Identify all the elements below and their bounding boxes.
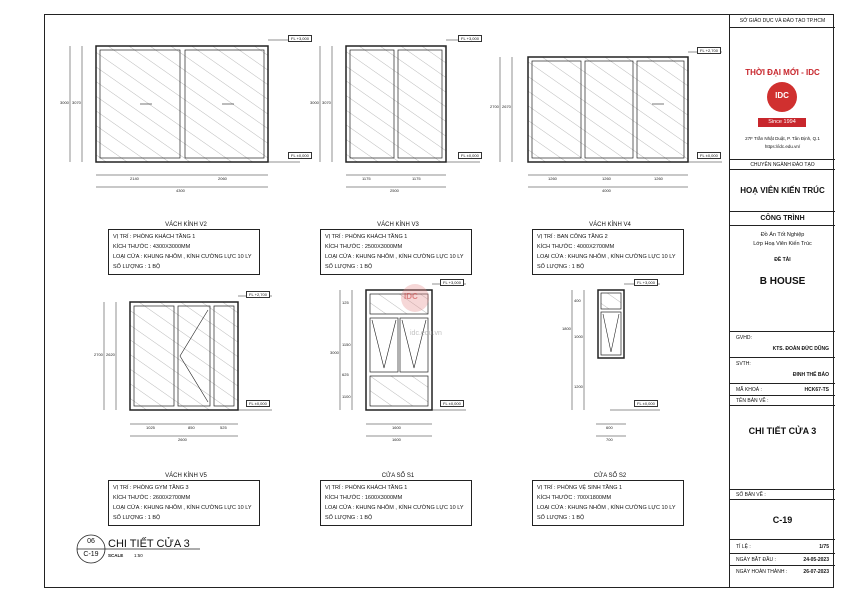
tb-course-label: MÃ KHOÁ : xyxy=(736,387,762,393)
note-qty: SỐ LƯỢNG : 1 BỘ xyxy=(325,264,373,270)
dimension-label: 700 xyxy=(606,437,613,442)
elevation-v2 xyxy=(70,40,300,187)
tb-drawing-name-label-row xyxy=(730,396,835,406)
dimension-label: 1260 xyxy=(654,176,663,181)
sheet-code: C-19 xyxy=(83,551,99,558)
note-location: VỊ TRÍ : PHÒNG KHÁCH TẦNG 1 xyxy=(325,485,408,491)
item-notes xyxy=(108,229,260,275)
dimension-label: 2600 xyxy=(178,437,187,442)
tb-department: SỞ GIÁO DỤC VÀ ĐÀO TẠO TP.HCM xyxy=(730,14,835,28)
item-notes xyxy=(108,480,260,526)
item-notes xyxy=(320,480,472,526)
note-size: KÍCH THƯỚC : 4300X3000MM xyxy=(113,244,191,250)
sheet-title: CHI TIẾT CỬA 3 xyxy=(108,538,190,550)
dimension-label: 4000 xyxy=(602,188,611,193)
note-type: LOẠI CỬA : KHUNG NHÔM , KÍNH CƯỜNG LỰC 10 LY xyxy=(325,505,464,511)
level-tag: FL +3,000 xyxy=(288,35,312,42)
level-tag: FL +2,700 xyxy=(246,291,270,298)
scale-label: SCALE xyxy=(108,553,124,558)
dimension-label: 1175 xyxy=(412,176,421,181)
tb-gvhd-value: KTS. ĐOÀN ĐỨC DŨNG xyxy=(772,346,829,352)
tb-start-label: NGÀY BẮT ĐẦU : xyxy=(736,557,776,563)
level-tag: FL +2,700 xyxy=(697,47,721,54)
dimension-label: 3000 xyxy=(330,350,339,355)
level-tag: FL +3,000 xyxy=(634,279,658,286)
dimension-label: 1260 xyxy=(602,176,611,181)
dimension-label: 2500 xyxy=(390,188,399,193)
item-title: VÁCH KÍNH V2 xyxy=(165,222,207,228)
dimension-label: 850 xyxy=(188,425,195,430)
note-location: VỊ TRÍ : PHÒNG KHÁCH TẦNG 1 xyxy=(113,234,196,240)
note-size: KÍCH THƯỚC : 2500X3000MM xyxy=(325,244,403,250)
tb-scale-label: TỈ LỆ : xyxy=(736,544,751,550)
dimension-label: 625 xyxy=(342,372,349,377)
tb-topic-value: B HOUSE xyxy=(759,276,806,287)
item-notes xyxy=(532,229,684,275)
dimension-label: 3000 xyxy=(310,100,319,105)
elevation-v5 xyxy=(104,296,272,436)
dimension-label: 3070 xyxy=(72,100,81,105)
tb-scale-value: 1/75 xyxy=(819,544,829,550)
dimension-label: 2700 xyxy=(490,104,499,109)
tb-svth xyxy=(730,358,835,384)
dimension-label: 1000 xyxy=(574,334,583,339)
note-type: LOẠI CỬA : KHUNG NHÔM , KÍNH CƯỜNG LỰC 10 LY xyxy=(113,254,252,260)
tb-gvhd-label: GVHD: xyxy=(736,335,752,341)
note-size: KÍCH THƯỚC : 2600X2700MM xyxy=(113,495,191,501)
tb-project-label: CÔNG TRÌNH xyxy=(730,212,835,226)
tb-brand-area xyxy=(730,28,835,160)
note-location: VỊ TRÍ : PHÒNG KHÁCH TẦNG 1 xyxy=(325,234,408,240)
dimension-label: 1025 xyxy=(146,425,155,430)
tb-training-value: HOẠ VIÊN KIẾN TRÚC xyxy=(730,170,835,212)
note-type: LOẠI CỬA : KHUNG NHÔM , KÍNH CƯỜNG LỰC 10 LY xyxy=(537,254,676,260)
level-tag: FL ±0,000 xyxy=(458,152,482,159)
note-type: LOẠI CỬA : KHUNG NHÔM , KÍNH CƯỜNG LỰC 10 LY xyxy=(537,505,676,511)
dimension-label: 1600 xyxy=(392,425,401,430)
tb-end-value: 26-07-2023 xyxy=(803,569,829,575)
item-notes xyxy=(320,229,472,275)
tb-brand: THỜI ĐẠI MỚI - IDC xyxy=(745,68,820,77)
tb-website: https://idc.edu.vn/ xyxy=(764,144,801,149)
tb-drawing-no-label-row xyxy=(730,490,835,500)
item-title: VÁCH KÍNH V3 xyxy=(377,222,419,228)
tb-gvhd xyxy=(730,332,835,358)
note-qty: SỐ LƯỢNG : 1 BỘ xyxy=(113,264,161,270)
dimension-label: 600 xyxy=(606,425,613,430)
note-size: KÍCH THƯỚC : 1600X3000MM xyxy=(325,495,403,501)
elevation-v4 xyxy=(500,52,722,187)
watermark-logo-text: IDC xyxy=(404,292,418,301)
level-tag: FL ±0,000 xyxy=(288,152,312,159)
dimension-label: 1100 xyxy=(342,394,351,399)
tb-project-area xyxy=(730,226,835,332)
item-title: CỬA SỔ S2 xyxy=(593,473,627,479)
level-tag: FL ±0,000 xyxy=(440,400,464,407)
tb-drawing-name-value: CHI TIẾT CỬA 3 xyxy=(730,406,835,490)
tb-drawing-no-value: C-19 xyxy=(730,500,835,540)
tb-since: Since 1994 xyxy=(758,118,806,127)
note-type: LOẠI CỬA : KHUNG NHÔM , KÍNH CƯỜNG LỰC 10 LY xyxy=(113,505,252,511)
item-title: CỬA SỔ S1 xyxy=(381,473,415,479)
tb-project-line2: Lớp Hoạ Viên Kiến Trúc xyxy=(753,241,812,247)
tb-logo-text: IDC xyxy=(775,91,789,100)
dimension-label: 2140 xyxy=(130,176,139,181)
title-block xyxy=(729,14,834,588)
elevation-s2 xyxy=(572,284,660,436)
tb-svth-value: ĐINH THẾ BẢO xyxy=(792,372,829,378)
item-title: VÁCH KÍNH V4 xyxy=(589,222,631,228)
note-qty: SỐ LƯỢNG : 1 BỘ xyxy=(537,515,585,521)
tb-drawing-no-label: SỐ BẢN VẼ : xyxy=(736,492,766,498)
dimension-label: 525 xyxy=(220,425,227,430)
tb-course xyxy=(730,384,835,396)
dimension-label: 1200 xyxy=(574,384,583,389)
tb-end-label: NGÀY HOÀN THÀNH : xyxy=(736,569,788,575)
tb-drawing-name-label: TÊN BẢN VẼ : xyxy=(736,398,769,404)
note-qty: SỐ LƯỢNG : 1 BỘ xyxy=(537,264,585,270)
dimension-label: 125 xyxy=(342,300,349,305)
level-tag: FL ±0,000 xyxy=(634,400,658,407)
dimension-label: 2700 xyxy=(94,352,103,357)
scale-value: 1:50 xyxy=(134,553,143,558)
tb-svth-label: SVTH: xyxy=(736,361,751,367)
note-location: VỊ TRÍ : PHÒNG VỆ SINH TẦNG 1 xyxy=(537,485,623,491)
elevation-s1 xyxy=(340,284,466,436)
tb-project-line1: Đồ Án Tốt Nghiệp xyxy=(760,232,805,238)
dimension-label: 2620 xyxy=(106,352,115,357)
watermark-text: idc.edu.vn xyxy=(410,330,442,337)
dimension-label: 1260 xyxy=(548,176,557,181)
dimension-label: 1150 xyxy=(342,342,351,347)
note-location: VỊ TRÍ : BAN CÔNG TẦNG 2 xyxy=(537,234,608,240)
note-size: KÍCH THƯỚC : 700X1800MM xyxy=(537,495,612,501)
level-tag: FL ±0,000 xyxy=(697,152,721,159)
note-qty: SỐ LƯỢNG : 1 BỘ xyxy=(113,515,161,521)
level-tag: FL +3,000 xyxy=(458,35,482,42)
tb-end xyxy=(730,566,835,588)
note-type: LOẠI CỬA : KHUNG NHÔM , KÍNH CƯỜNG LỰC 10 LY xyxy=(325,254,464,260)
dimension-label: 1175 xyxy=(362,176,371,181)
elevation-v3 xyxy=(320,40,480,187)
item-title: VÁCH KÍNH V5 xyxy=(165,473,207,479)
dimension-label: 3070 xyxy=(322,100,331,105)
dimension-label: 1600 xyxy=(392,437,401,442)
note-qty: SỐ LƯỢNG : 1 BỘ xyxy=(325,515,373,521)
tb-start-value: 24-05-2023 xyxy=(803,557,829,563)
level-tag: FL ±0,000 xyxy=(246,400,270,407)
level-tag: FL +3,000 xyxy=(440,279,464,286)
item-notes xyxy=(532,480,684,526)
tb-address: 27F Trần Nhật Duật, P. Tân Định, Q.1 xyxy=(745,136,820,141)
dimension-label: 2060 xyxy=(218,176,227,181)
tb-training-label: CHUYÊN NGÀNH ĐÀO TẠO xyxy=(730,160,835,170)
note-size: KÍCH THƯỚC : 4000X2700MM xyxy=(537,244,615,250)
dimension-label: 3000 xyxy=(60,100,69,105)
tb-start xyxy=(730,554,835,566)
tb-scale xyxy=(730,540,835,554)
tb-course-value: HCK67-TS xyxy=(804,387,829,393)
dimension-label: 400 xyxy=(574,298,581,303)
dimension-label: 4300 xyxy=(176,188,185,193)
dimension-label: 1800 xyxy=(562,326,571,331)
dimension-label: 2670 xyxy=(502,104,511,109)
sheet-number: 06 xyxy=(87,538,95,545)
note-location: VỊ TRÍ : PHÒNG GYM TẦNG 3 xyxy=(113,485,189,491)
tb-topic-label: ĐỀ TÀI xyxy=(774,257,791,263)
